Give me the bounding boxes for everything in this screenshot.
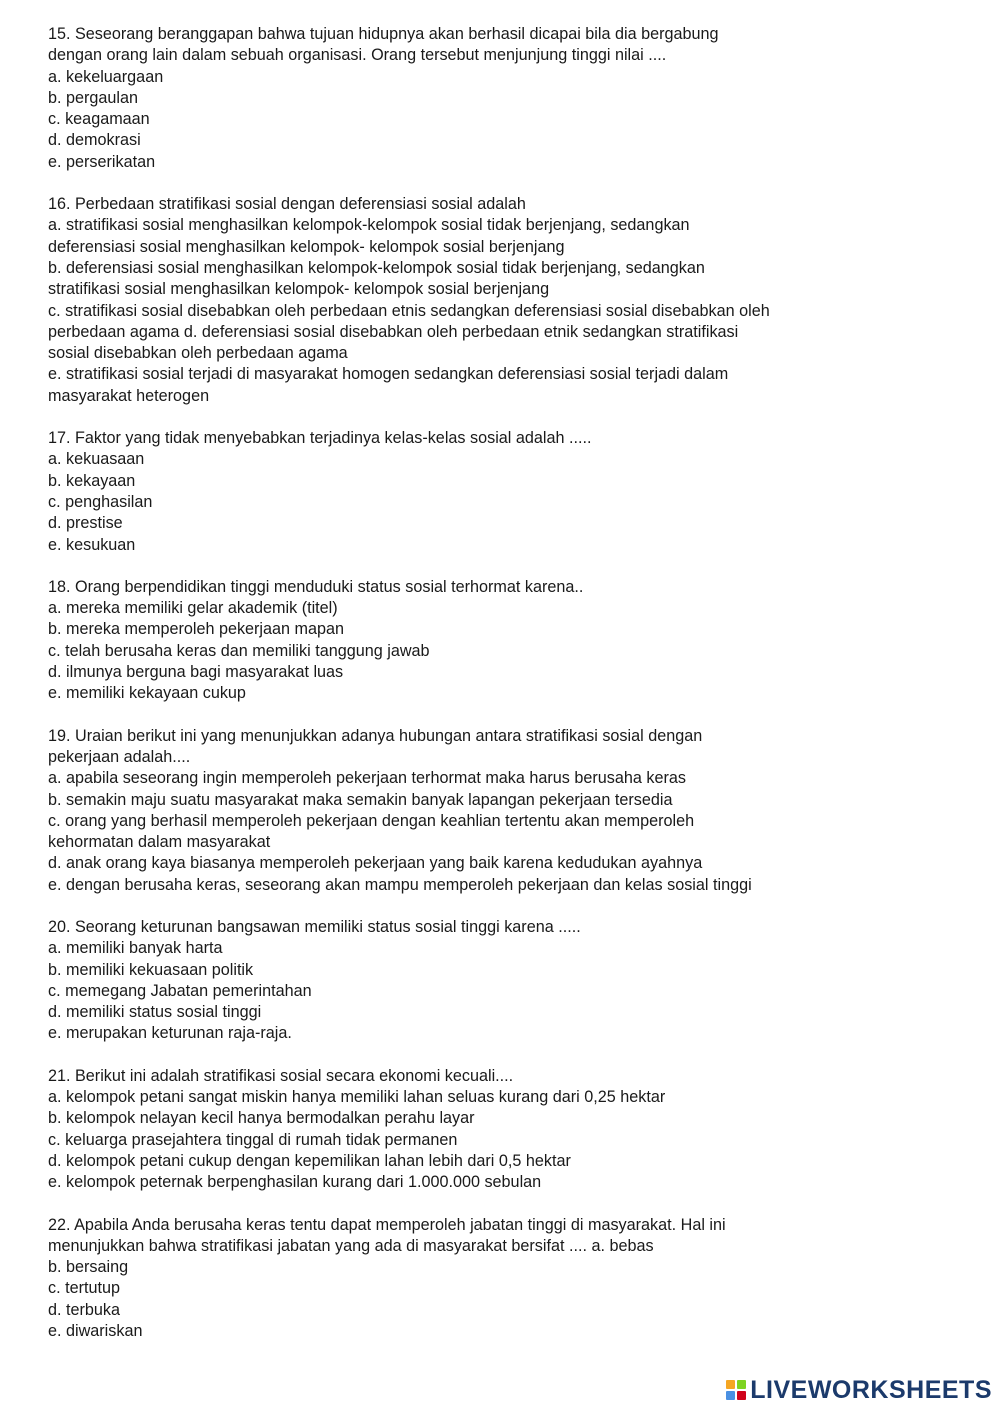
question-text: 21. Berikut ini adalah stratifikasi sosial secara ekonomi kecuali....	[48, 1066, 514, 1085]
answer-option: a. kelompok petani sangat miskin hanya memiliki lahan seluas kurang dari 0,25 hektar	[48, 1088, 666, 1107]
answer-option: a. stratifikasi sosial menghasilkan kelompok-kelompok sosial tidak berjenjang, sedangkan	[48, 216, 690, 235]
answer-option: d. memiliki status sosial tinggi	[48, 1003, 262, 1022]
text-line: sosial disebabkan oleh perbedaan agama	[48, 344, 348, 363]
answer-option: b. pergaulan	[48, 88, 139, 107]
question-text: 20. Seorang keturunan bangsawan memiliki status sosial tinggi karena .....	[48, 917, 581, 936]
answer-option: c. penghasilan	[48, 492, 153, 511]
answer-option: b. kekayaan	[48, 471, 136, 490]
answer-option: e. dengan berusaha keras, seseorang akan mampu memperoleh pekerjaan dan kelas sosial tinggi	[48, 875, 752, 894]
answer-option: c. memegang Jabatan pemerintahan	[48, 981, 312, 1000]
answer-option: b. deferensiasi sosial menghasilkan kelompok-kelompok sosial tidak berjenjang, sedangkan	[48, 258, 705, 277]
question-block	[48, 1066, 928, 1194]
question-text: 15. Seseorang beranggapan bahwa tujuan hidupnya akan berhasil dicapai bila dia bergabung	[48, 25, 719, 43]
text-line: perbedaan agama d. deferensiasi sosial disebabkan oleh perbedaan etnik sedangkan stratifikasi	[48, 322, 739, 341]
answer-option: e. diwariskan	[48, 1322, 143, 1341]
answer-option: b. semakin maju suatu masyarakat maka semakin banyak lapangan pekerjaan tersedia	[48, 790, 673, 809]
text-line: pekerjaan adalah....	[48, 747, 191, 766]
answer-option: c. keagamaan	[48, 110, 150, 129]
question-block	[48, 726, 928, 896]
answer-option: e. stratifikasi sosial terjadi di masyarakat homogen sedangkan deferensiasi sosial terjadi dalam	[48, 365, 729, 384]
answer-option: e. kesukuan	[48, 535, 136, 554]
answer-option: b. bersaing	[48, 1258, 129, 1277]
question-block	[48, 428, 928, 556]
text-line: stratifikasi sosial menghasilkan kelompok- kelompok sosial berjenjang	[48, 280, 550, 299]
answer-option: a. kekuasaan	[48, 450, 145, 469]
logo-square	[726, 1391, 735, 1400]
answer-option: c. keluarga prasejahtera tinggal di rumah tidak permanen	[48, 1130, 458, 1149]
question-text: 18. Orang berpendidikan tinggi menduduki status sosial terhormat karena..	[48, 577, 584, 596]
answer-option: e. memiliki kekayaan cukup	[48, 684, 246, 703]
answer-option: c. orang yang berhasil memperoleh pekerjaan dengan keahlian tertentu akan memperoleh	[48, 811, 695, 830]
question-block	[48, 577, 928, 705]
question-block	[48, 194, 928, 407]
answer-option: b. mereka memperoleh pekerjaan mapan	[48, 620, 345, 639]
answer-option: a. mereka memiliki gelar akademik (titel)	[48, 599, 338, 618]
question-text: 22. Apabila Anda berusaha keras tentu dapat memperoleh jabatan tinggi di masyarakat. Hal ini	[48, 1215, 726, 1234]
answer-option: e. kelompok peternak berpenghasilan kurang dari 1.000.000 sebulan	[48, 1173, 542, 1192]
answer-option: d. terbuka	[48, 1300, 120, 1319]
answer-option: d. ilmunya berguna bagi masyarakat luas	[48, 663, 344, 682]
answer-option: a. memiliki banyak harta	[48, 939, 223, 958]
answer-option: d. kelompok petani cukup dengan kepemilikan lahan lebih dari 0,5 hektar	[48, 1151, 571, 1170]
answer-option: e. perserikatan	[48, 152, 156, 171]
logo-mark-icon	[726, 1380, 746, 1400]
answer-option: d. prestise	[48, 514, 123, 533]
logo-square	[737, 1391, 746, 1400]
question-block	[48, 1215, 928, 1343]
question-text: 16. Perbedaan stratifikasi sosial dengan deferensiasi sosial adalah	[48, 195, 526, 214]
question-list	[48, 24, 928, 1342]
answer-option: a. apabila seseorang ingin memperoleh pekerjaan terhormat maka harus berusaha keras	[48, 769, 686, 788]
brand-name: LIVEWORKSHEETS	[750, 1375, 992, 1404]
question-block	[48, 24, 928, 173]
question-text: 17. Faktor yang tidak menyebabkan terjadinya kelas-kelas sosial adalah .....	[48, 429, 592, 448]
worksheet-page	[48, 24, 928, 1363]
answer-option: c. telah berusaha keras dan memiliki tanggung jawab	[48, 641, 430, 660]
answer-option: e. merupakan keturunan raja-raja.	[48, 1024, 292, 1043]
answer-option: d. anak orang kaya biasanya memperoleh pekerjaan yang baik karena kedudukan ayahnya	[48, 854, 703, 873]
text-line: menunjukkan bahwa stratifikasi jabatan yang ada di masyarakat bersifat .... a. bebas	[48, 1236, 654, 1255]
question-block	[48, 917, 928, 1045]
question-text: 19. Uraian berikut ini yang menunjukkan adanya hubungan antara stratifikasi sosial dengan	[48, 726, 703, 745]
answer-option: b. memiliki kekuasaan politik	[48, 960, 254, 979]
logo-square	[737, 1380, 746, 1389]
text-line: kehormatan dalam masyarakat	[48, 833, 271, 852]
answer-option: c. tertutup	[48, 1279, 120, 1298]
answer-option: c. stratifikasi sosial disebabkan oleh perbedaan etnis sedangkan deferensiasi sosial disebabkan oleh	[48, 301, 770, 320]
answer-option: a. kekeluargaan	[48, 67, 164, 86]
answer-option: d. demokrasi	[48, 131, 141, 150]
logo-square	[726, 1380, 735, 1389]
answer-option: b. kelompok nelayan kecil hanya bermodalkan perahu layar	[48, 1109, 475, 1128]
liveworksheets-logo	[726, 1377, 992, 1403]
text-line: deferensiasi sosial menghasilkan kelompok- kelompok sosial berjenjang	[48, 237, 565, 256]
text-line: dengan orang lain dalam sebuah organisasi. Orang tersebut menjunjung tinggi nilai ....	[48, 46, 667, 65]
text-line: masyarakat heterogen	[48, 386, 210, 405]
